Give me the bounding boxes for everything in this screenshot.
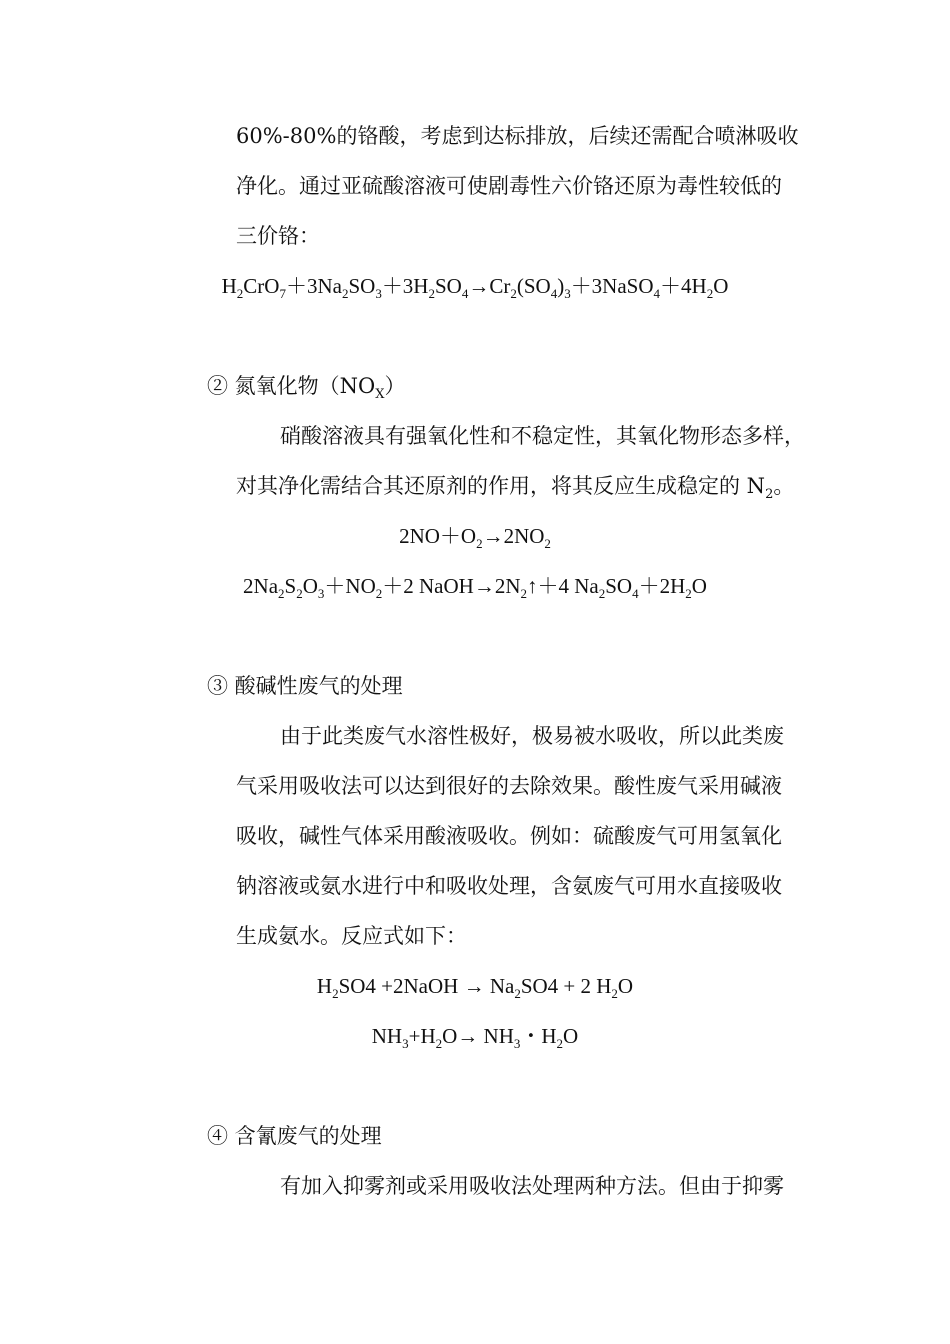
section3-line-4: 钠溶液或氨水进行中和吸收处理，含氨废气可用水直接吸收 [236,874,782,898]
section-heading-acid-base: ③ 酸碱性废气的处理 [207,674,403,698]
section4-line-1: 有加入抑雾剂或采用吸收法处理两种方法。但由于抑雾 [280,1174,784,1198]
section2-line-1: 硝酸溶液具有强氧化性和不稳定性，其氧化物形态多样， [280,424,805,448]
paragraph-line-2: 净化。通过亚硫酸溶液可使剧毒性六价铬还原为毒性较低的 [236,174,782,198]
section3-line-3: 吸收，碱性气体采用酸液吸收。例如：硫酸废气可用氢氧化 [236,824,782,848]
equation-sulfuric-neutralization: $H_2SO4$ +2NaOH → $Na_2SO4 + 2$ $H_2O$ [316,974,634,1001]
paragraph-line-3: 三价铬： [236,224,320,248]
section3-line-1: 由于此类废气水溶性极好，极易被水吸收，所以此类废 [280,724,784,748]
equation-no2-reduction: $2Na_2S_2O_3+NO_2+2$ $NaOH\to 2N_2↑+4$ $Na_2SO_4+2H_2O$ [243,574,707,601]
section3-line-5: 生成氨水。反应式如下： [236,924,467,948]
paragraph-line-1: 60%-80%的铬酸，考虑到达标排放，后续还需配合喷淋吸收 [236,124,799,148]
equation-no-oxidation: $2NO+O_2\to 2NO_2$ [399,524,551,551]
equation-chromic-reduction: $H_2CrO_7+3Na_2SO_3+3H_2SO_4\to Cr_2(SO_4)_3+3NaSO_4+4H_2O$ [221,274,729,301]
equation-ammonia-water: $NH_3+H_2O\to NH_3$・$H_2O$ [371,1024,579,1051]
section2-line-2: 对其净化需结合其还原剂的作用，将其反应生成稳定的 $N_2$。 [236,474,795,502]
section-heading-nox: ② 氮氧化物$(NO_X)$ [207,374,406,402]
section3-line-2: 气采用吸收法可以达到很好的去除效果。酸性废气采用碱液 [236,774,782,798]
section-heading-cyanide: ④ 含氰废气的处理 [207,1124,382,1148]
